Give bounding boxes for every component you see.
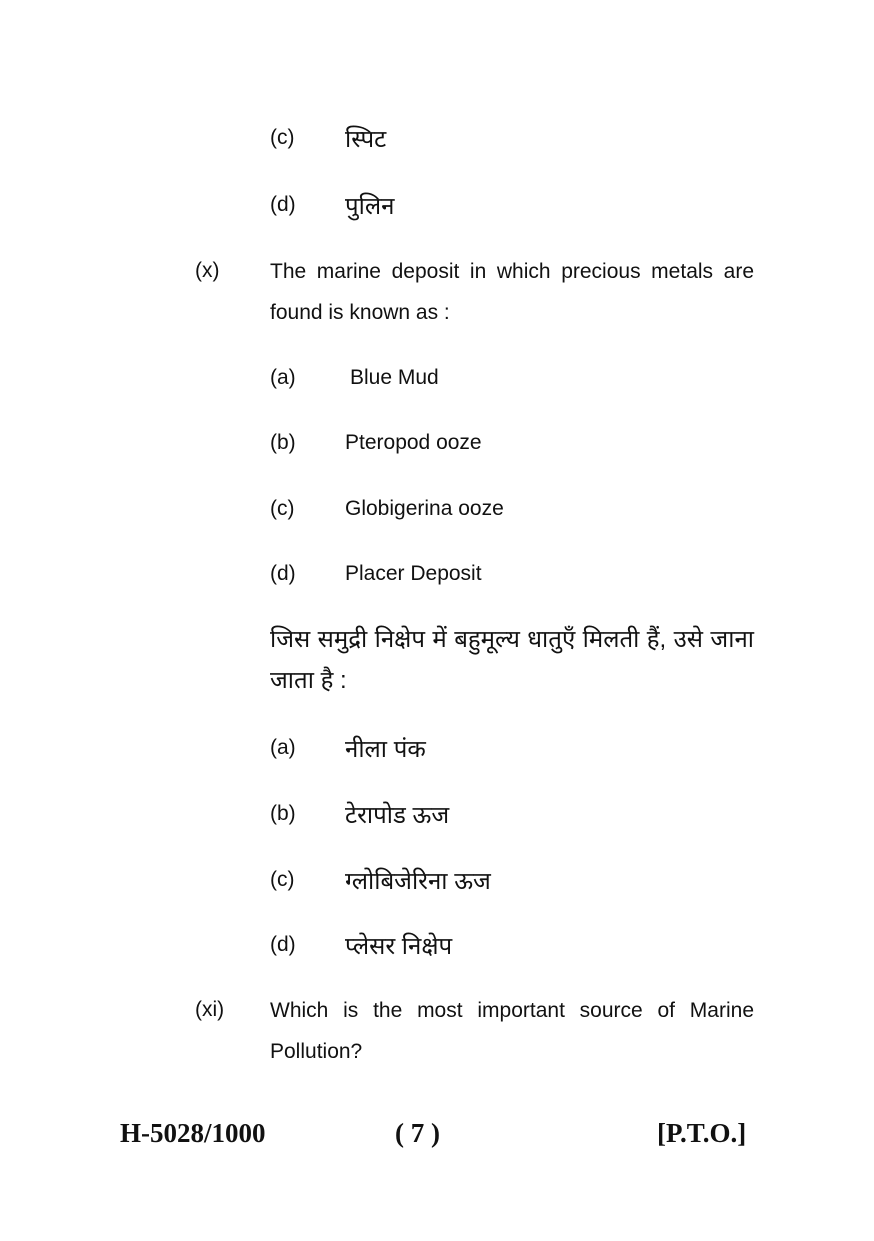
- option-text: Placer Deposit: [345, 562, 482, 585]
- option-text: Blue Mud: [350, 366, 439, 389]
- option-text: टेरापोड ऊज: [345, 802, 450, 829]
- page-number: ( 7 ): [395, 1118, 440, 1148]
- option-label: (d): [270, 193, 296, 216]
- question-text: Which is the most important source of Marine Pollution?: [270, 999, 754, 1063]
- option-label: (c): [270, 868, 295, 891]
- pto-label: [P.T.O.]: [657, 1118, 747, 1148]
- question-number: (x): [195, 259, 220, 282]
- option-text: ग्लोबिजेरिना ऊज: [345, 868, 491, 895]
- option-label: (c): [270, 497, 295, 520]
- option-text: स्पिट: [345, 126, 387, 153]
- question-number: (xi): [195, 998, 225, 1021]
- option-text: पुलिन: [345, 193, 395, 220]
- question-text-hindi: जिस समुद्री निक्षेप में बहुमूल्य धातुएँ मिलती हैं, उसे जाना जाता है :: [270, 626, 754, 694]
- option-label: (c): [270, 126, 295, 149]
- option-text: प्लेसर निक्षेप: [345, 933, 453, 960]
- paper-code: H-5028/1000: [120, 1118, 266, 1148]
- option-label: (d): [270, 933, 296, 956]
- option-text: Pteropod ooze: [345, 431, 482, 454]
- option-label: (b): [270, 802, 296, 825]
- option-label: (d): [270, 562, 296, 585]
- option-text: नीला पंक: [345, 736, 426, 763]
- option-text: Globigerina ooze: [345, 497, 504, 520]
- option-label: (a): [270, 736, 296, 759]
- question-text: The marine deposit in which precious metals are found is known as :: [270, 260, 754, 324]
- option-label: (b): [270, 431, 296, 454]
- option-label: (a): [270, 366, 296, 389]
